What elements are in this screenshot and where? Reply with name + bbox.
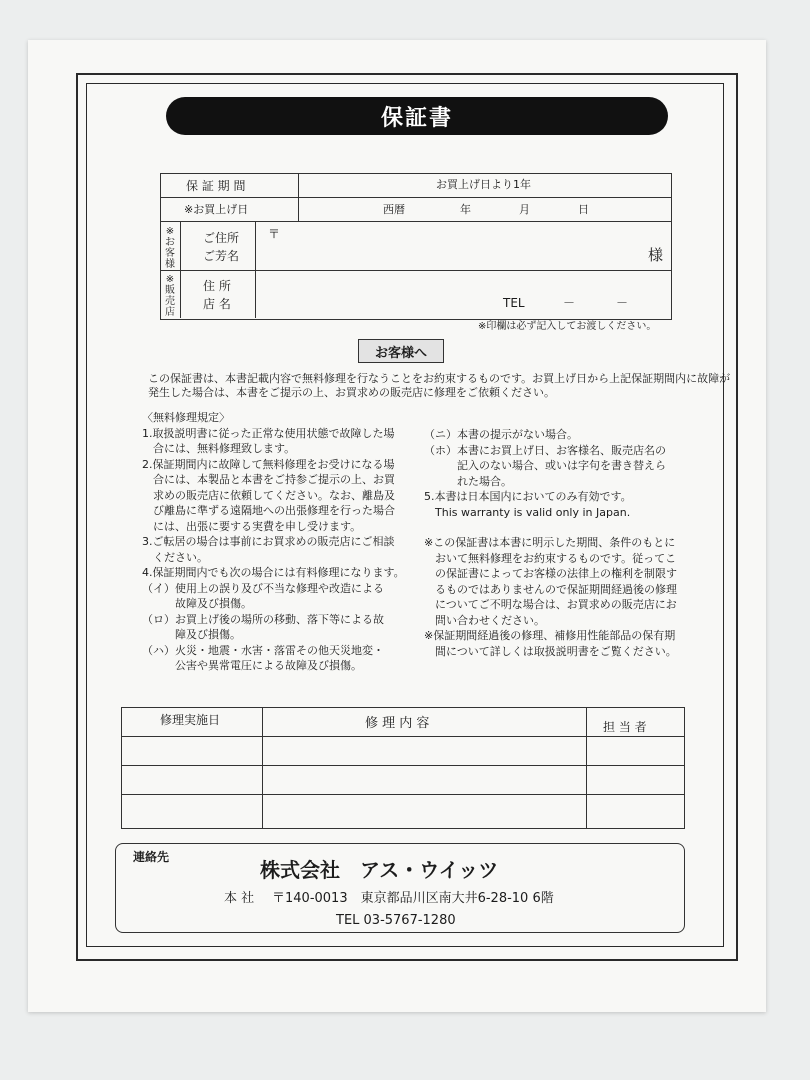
terms-line: 3.ご転居の場合は事前にお買求めの販売店にご相談 — [142, 535, 395, 548]
terms-line: おいて無料修理をお約束するものです。従ってこ — [424, 551, 677, 565]
tel-dash-2: － — [616, 296, 629, 310]
repair-date-header: 修理実施日 — [160, 713, 221, 727]
terms-line: 合には、無料修理致します。 — [142, 442, 296, 455]
company-address: 〒140-0013 東京都品川区南大井6-28-10 6階 — [272, 891, 554, 906]
month-label: 月 — [519, 203, 530, 216]
terms-line: るものではありませんので保証期間経過後の修理 — [424, 582, 677, 596]
store-address-label: 住 所 — [203, 279, 231, 293]
terms-line: ください。 — [142, 550, 208, 564]
terms-line: ※保証期間経過後の修理、補修用性能部品の保有期 — [424, 629, 676, 642]
intro-paragraph — [148, 372, 730, 400]
era-label: 西暦 — [383, 203, 405, 216]
terms-line: には、出張に要する実費を申し受けます。 — [142, 519, 362, 533]
customer-notice-heading: お客様へ — [358, 339, 444, 363]
terms-line: （ロ）お買上げ後の場所の移動、落下等による故 — [142, 612, 384, 626]
terms-line: れた場合。 — [424, 474, 512, 488]
headquarters-label: 本 社 — [224, 891, 255, 906]
customer-side-label: ※お客様 — [165, 226, 175, 270]
terms-line: 間について詳しくは取扱説明書をご覧ください。 — [424, 644, 677, 658]
honorific-sama: 様 — [648, 246, 664, 264]
year-label: 年 — [460, 203, 471, 216]
company-name: 株式会社 アス・ウイッツ — [260, 858, 499, 882]
store-name-label: 店 名 — [203, 297, 231, 311]
terms-line: （イ）使用上の誤り及び不当な修理や改造による — [142, 581, 384, 595]
terms-line: 合には、本製品と本書をご持参ご提示の上、お買 — [142, 473, 395, 486]
warranty-period-label: 保 証 期 間 — [186, 179, 246, 193]
terms-line: 問い合わせください。 — [424, 613, 545, 627]
customer-name-label: ご芳名 — [203, 249, 240, 263]
intro-line: 発生した場合は、本書をご提示の上、お買求めの販売店に修理をご依頼ください。 — [148, 386, 555, 399]
terms-line: （ニ）本書の提示がない場合。 — [424, 428, 578, 441]
free-repair-terms — [142, 410, 405, 674]
repair-person-header: 担 当 者 — [603, 720, 647, 734]
tel-label: TEL — [503, 296, 525, 310]
terms-line: び離島に準ずる遠隔地への出張修理を行った場合 — [142, 504, 395, 517]
intro-line: この保証書は、本書記載内容で無料修理を行なうことをお約束するものです。お買上げ日から上記保証期間内に故障が — [148, 372, 731, 385]
tel-dash-1: － — [563, 296, 576, 310]
warranty-period-value: お買上げ日より1年 — [436, 178, 531, 191]
page-title: 保証書 — [166, 97, 668, 135]
terms-line: の保証書によってお客様の法律上の権利を制限す — [424, 567, 677, 580]
terms-line: 故障及び損傷。 — [142, 597, 252, 610]
terms-line: ※この保証書は本書に明示した期間、条件のもとに — [424, 536, 676, 549]
terms-line: 2.保証期間内に故障して無料修理をお受けになる場 — [142, 457, 395, 471]
terms-line: についてご不明な場合は、お買求めの販売店にお — [424, 598, 677, 611]
terms-line: 公害や異常電圧による故障及び損傷。 — [142, 659, 362, 672]
terms-line: 4.保証期間内でも次の場合には有料修理になります。 — [142, 566, 405, 579]
contact-label: 連絡先 — [133, 850, 170, 864]
postal-mark: 〒 — [268, 227, 281, 241]
terms-line: This warranty is valid only in Japan. — [424, 505, 631, 519]
terms-continued — [424, 427, 677, 659]
terms-line: （ハ）火災・地震・水害・落雷その他天災地変・ — [142, 643, 384, 657]
terms-line: 記入のない場合、或いは字句を書き替えら — [424, 459, 666, 472]
terms-line: 1.取扱説明書に従った正常な使用状態で故障した場 — [142, 426, 395, 440]
terms-line: （ホ）本書にお買上げ日、お客様名、販売店名の — [424, 443, 666, 457]
terms-line: 5.本書は日本国内においてのみ有効です。 — [424, 490, 632, 503]
terms-line: 障及び損傷。 — [142, 628, 241, 641]
terms-line: 〈無料修理規定〉 — [142, 411, 230, 424]
day-label: 日 — [578, 203, 589, 216]
company-phone: TEL 03-5767-1280 — [336, 913, 456, 928]
customer-address-label: ご住所 — [203, 231, 240, 245]
store-side-label: ※販売店 — [165, 274, 175, 318]
table-note: ※印欄は必ず記入してお渡しください。 — [478, 321, 657, 332]
warranty-info-table — [160, 173, 672, 320]
terms-line — [424, 520, 677, 535]
purchase-date-label: ※お買上げ日 — [184, 203, 249, 216]
terms-line: 求めの販売店に依頼してください。なお、離島及 — [142, 488, 395, 502]
repair-content-header: 修 理 内 容 — [365, 716, 430, 731]
